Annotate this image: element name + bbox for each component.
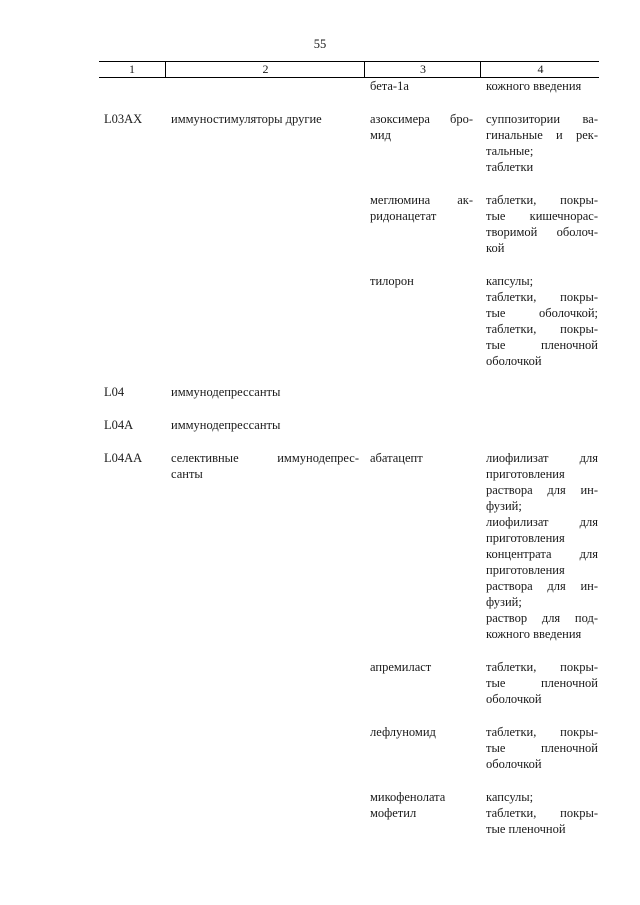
dosage-form-line: капсулы;	[486, 274, 534, 288]
atc-group-name	[171, 450, 359, 482]
dosage-form-line: творимой оболоч-	[486, 225, 598, 239]
header-col-4: 4	[480, 62, 600, 77]
atc-code: L04	[104, 385, 125, 399]
dosage-form-line: лиофилизат для	[486, 515, 598, 529]
header-col-3: 3	[364, 62, 481, 77]
dosage-form-line: суппозитории ва-	[486, 112, 598, 126]
table-header-row	[99, 61, 599, 78]
drug-name	[370, 659, 473, 675]
dosage-form-line: фузий;	[486, 595, 522, 609]
atc-group-name	[171, 384, 359, 400]
dosage-form-line: приготовления	[486, 531, 565, 545]
drug-name-line: лефлуномид	[370, 725, 436, 739]
drug-name-line: микофенолата	[370, 790, 446, 804]
dosage-form-line: кожного введения	[486, 627, 582, 641]
dosage-form-line: лиофилизат для	[486, 451, 598, 465]
header-col-1: 1	[129, 62, 135, 76]
dosage-form-line: таблетки, покры-	[486, 290, 598, 304]
dosage-form-line: оболочкой	[486, 354, 542, 368]
drug-name-line: меглюмина ак-	[370, 193, 473, 207]
atc-group-name	[171, 111, 359, 127]
dosage-form	[486, 789, 598, 837]
dosage-form-line: раствор для под-	[486, 611, 598, 625]
dosage-form-line: тые пленочной	[486, 676, 598, 690]
dosage-form	[486, 450, 598, 642]
drug-name	[370, 273, 473, 289]
dosage-form-line: тые кишечнорас-	[486, 209, 598, 223]
drug-name	[370, 724, 473, 740]
dosage-form-line: тальные;	[486, 144, 534, 158]
page-number: 55	[313, 37, 327, 51]
dosage-form-line: таблетки, покры-	[486, 725, 598, 739]
dosage-form-line: приготовления	[486, 563, 565, 577]
dosage-form-line: гинальные и рек-	[486, 128, 598, 142]
dosage-form-line: оболочкой	[486, 757, 542, 771]
atc-group-name-line: санты	[171, 467, 203, 481]
dosage-form	[486, 273, 598, 369]
dosage-form-line: тые пленочной	[486, 741, 598, 755]
drug-name-line: азоксимера бро-	[370, 112, 473, 126]
dosage-form-line: оболочкой	[486, 692, 542, 706]
dosage-form-line: капсулы;	[486, 790, 534, 804]
dosage-form-line: таблетки, покры-	[486, 806, 598, 820]
header-col-2: 2	[165, 62, 365, 77]
dosage-form-line: раствора для ин-	[486, 579, 598, 593]
atc-group-name	[171, 417, 359, 433]
dosage-form-line: кожного введения	[486, 79, 582, 93]
drug-name-line: мид	[370, 128, 391, 142]
drug-name	[370, 111, 473, 143]
dosage-form-line: таблетки, покры-	[486, 193, 598, 207]
atc-group-name-line: иммунодепрессанты	[171, 385, 281, 399]
dosage-form-line: тые пленочной	[486, 822, 566, 836]
atc-group-name-line: иммуностимуляторы другие	[171, 112, 322, 126]
drug-name-line: ридонацетат	[370, 209, 437, 223]
drug-name	[370, 789, 473, 821]
dosage-form-line: раствора для ин-	[486, 483, 598, 497]
drug-name-line: абатацепт	[370, 451, 423, 465]
dosage-form	[486, 111, 598, 175]
drug-name	[370, 450, 473, 466]
dosage-form-line: тые пленочной	[486, 338, 598, 352]
drug-name	[370, 78, 473, 94]
atc-code: L03AX	[104, 112, 143, 126]
dosage-form	[486, 78, 598, 94]
drug-name-line: тилорон	[370, 274, 414, 288]
dosage-form-line: таблетки, покры-	[486, 322, 598, 336]
dosage-form-line: таблетки	[486, 160, 534, 174]
dosage-form	[486, 192, 598, 256]
dosage-form-line: тые оболочкой;	[486, 306, 598, 320]
dosage-form-line: таблетки, покры-	[486, 660, 598, 674]
atc-group-name-line: селективные иммунодепрес-	[171, 451, 359, 465]
dosage-form-line: фузий;	[486, 499, 522, 513]
dosage-form	[486, 659, 598, 707]
atc-group-name-line: иммунодепрессанты	[171, 418, 281, 432]
drug-name-line: мофетил	[370, 806, 417, 820]
drug-name-line: бета-1а	[370, 79, 409, 93]
atc-code: L04A	[104, 418, 134, 432]
atc-code: L04AA	[104, 451, 143, 465]
dosage-form	[486, 724, 598, 772]
drug-name	[370, 192, 473, 224]
drug-name-line: апремиласт	[370, 660, 432, 674]
dosage-form-line: кой	[486, 241, 505, 255]
dosage-form-line: приготовления	[486, 467, 565, 481]
dosage-form-line: концентрата для	[486, 547, 598, 561]
